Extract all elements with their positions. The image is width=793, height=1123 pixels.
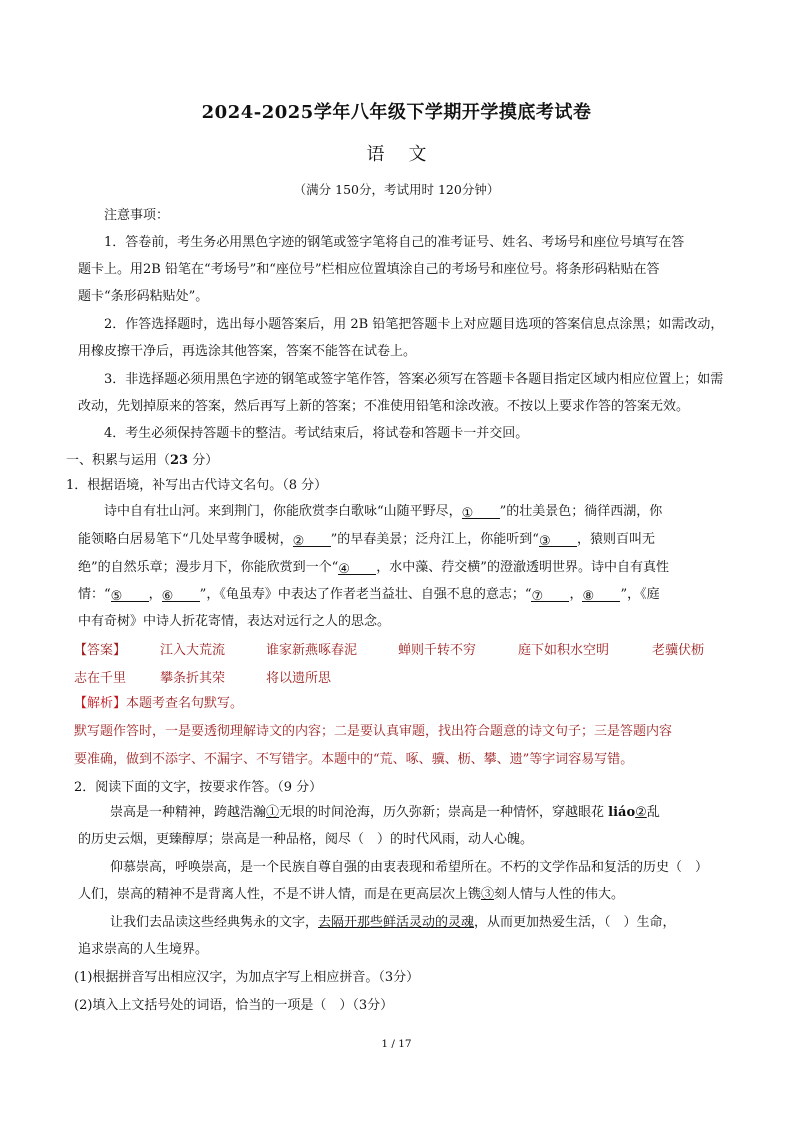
- q2-paragraph: 的历史云烟，更臻醇厚；崇高是一种品格，阅尽（ ）的时代风雨，动人心魄。: [78, 832, 534, 847]
- answer-item: 攀条折其荣: [160, 671, 226, 686]
- blank-number: ⑥: [161, 589, 174, 604]
- blank-number: ③: [481, 887, 495, 902]
- blank-number: ①: [266, 805, 280, 820]
- question-stem: 1．根据语境，补写出古代诗文名句。（8 分）: [66, 478, 328, 493]
- q1-text: ，猿则百叫无: [576, 532, 655, 547]
- blank-number: ③: [538, 534, 551, 549]
- q2-text: ，从而更加热爱生活，（ ）生命，: [474, 915, 676, 930]
- q1-text: 诗中自有壮山河。来到荆门，你能欣赏李白歌咏“山随平野尽，: [104, 504, 462, 519]
- q1-text: ”的壮美景色；徜徉西湖，你: [499, 504, 663, 519]
- subject-heading: 语文: [366, 144, 451, 165]
- q1-text: 情：“: [78, 587, 111, 602]
- blank-number: ⑤: [110, 589, 123, 604]
- q2-paragraph: 追求崇高的人生境界。: [78, 942, 209, 957]
- analysis-tag: 【解析】: [74, 696, 127, 711]
- notice-line: 题卡上。用2B 铅笔在“考场号”和“座位号”栏相应位置填涂自己的考场号和座位号。将条形码粘贴在答: [78, 262, 660, 277]
- q1-text: ，: [148, 587, 162, 602]
- exam-meta: （满分 150分，考试用时 120分钟）: [293, 182, 500, 197]
- blank-number: ②: [292, 534, 305, 549]
- answer-item: 老骥伏枥: [652, 643, 705, 658]
- q1-line: [78, 530, 738, 550]
- q1-line: [78, 558, 738, 578]
- notice-line: 用橡皮擦干净后，再选涂其他答案，答案不能答在试卷上。: [78, 344, 417, 359]
- q2-paragraph: [110, 913, 738, 933]
- q2-paragraph: [78, 885, 738, 905]
- q2-text: 刻人情与人性的伟大。: [494, 887, 625, 902]
- q2-text: 人们，崇高的精神不是背离人性，不是不讲人情，而是在更高层次上镌: [78, 887, 482, 902]
- section-heading: [66, 451, 726, 471]
- answer-blank: [338, 560, 376, 575]
- q1-text: ，: [569, 587, 583, 602]
- underlined-sentence: 去隔开那些鲜活灵动的灵魂: [318, 915, 475, 930]
- q1-text: 绝”的自然乐章；漫步月下，你能欣赏到一个“: [78, 560, 339, 575]
- blank-number: ⑧: [582, 589, 595, 604]
- page-number: 1 / 17: [381, 1038, 412, 1050]
- q2-text: 无垠的时间沧海，历久弥新；崇高是一种情怀，穿越眼花: [279, 805, 609, 820]
- q1-text: ”的早春美景；泛舟江上，你能听到“: [330, 532, 539, 547]
- answer-blank: [111, 587, 149, 602]
- q1-text: ”，《庭: [620, 587, 660, 602]
- notice-line: 4．考生必须保持答题卡的整洁。考试结束后，将试卷和答题卡一并交回。: [104, 426, 529, 441]
- answer-item: 将以遗所思: [266, 671, 332, 686]
- notice-line: 题卡“条形码粘贴处”。: [78, 289, 209, 304]
- blank-number: ②: [635, 805, 647, 820]
- answer-blank: [531, 587, 569, 602]
- q2-paragraph: 仰慕崇高，呼唤崇高，是一个民族自尊自强的由衷表现和希望所在。不朽的文学作品和复活的历史（ ）: [110, 860, 709, 875]
- page-title: 2024-2025学年八年级下学期开学摸底考试卷: [201, 102, 592, 123]
- q1-line: 中有奇树》中诗人折花寄情，表达对远行之人的思念。: [78, 614, 391, 629]
- q2-text: 让我们去品读这些经典隽永的文字，: [110, 915, 319, 930]
- answer-blank: [293, 532, 331, 547]
- answer-blank: [582, 587, 620, 602]
- question-stem: 2．阅读下面的文字，按要求作答。（9 分）: [74, 780, 323, 795]
- analysis-text: 本题考查名句默写。: [126, 696, 244, 711]
- notice-line: 改动，先划掉原来的答案，然后再写上新的答案；不准使用铅笔和涂改液。不按以上要求作答的答案无效。: [78, 399, 690, 414]
- sub-question: (1)根据拼音写出相应汉字，为加点字写上相应拼音。（3分）: [74, 970, 420, 985]
- answer-item: 庭下如积水空明: [518, 643, 610, 658]
- answer-item: 志在千里: [74, 671, 127, 686]
- q1-text: 能领略白居易笔下“几处早莺争暖树，: [78, 532, 293, 547]
- blank-number: ①: [461, 506, 474, 521]
- answer-blank: [462, 504, 500, 519]
- notice-heading: 注意事项：: [104, 208, 170, 223]
- notice-line: 1．答卷前，考生务必用黑色字迹的钢笔或签字笔将自己的准考证号、姓名、考场号和座位号填写在答: [104, 235, 685, 250]
- q2-paragraph: [110, 803, 738, 823]
- q1-line: [104, 502, 738, 522]
- q2-text: 崇高是一种精神，跨越浩瀚: [110, 805, 267, 820]
- blank-number: ④: [338, 562, 350, 577]
- answer-item: 谁家新燕啄春泥: [266, 643, 358, 658]
- analysis-line: 默写题作答时，一是要透彻理解诗文的内容；二是要认真审题，找出符合题意的诗文句子；三是答题内容: [74, 724, 673, 739]
- q1-line: [78, 585, 738, 605]
- notice-line: 3．非选择题必须用黑色字迹的钢笔或签字笔作答，答案必须写在答题卡各题目指定区域内相应位置上；如需: [104, 372, 724, 387]
- q2-text: 乱: [646, 805, 660, 820]
- answer-item: 蝉则千转不穷: [398, 643, 477, 658]
- answer-tag: 【答案】: [74, 643, 127, 658]
- notice-line: 2．作答选择题时，选出每小题答案后，用 2B 铅笔把答题卡上对应题目选项的答案信息点涂黑；如需改动，: [104, 317, 724, 332]
- blank-number: ⑦: [531, 589, 544, 604]
- answer-blank: [539, 532, 577, 547]
- q1-text: ”，《龟虽寿》中表达了作者老当益壮、自强不息的意志；“: [199, 587, 532, 602]
- answer-blank: [162, 587, 200, 602]
- analysis-line: 要准确，做到不添字、不漏字、不写错字。本题中的“荒、啄、骥、枥、攀、遗”等字词容易写错。: [74, 752, 634, 767]
- sub-question: (2)填入上文括号处的词语，恰当的一项是（ ）（3分）: [74, 998, 394, 1013]
- answer-item: 江入大荒流: [160, 643, 226, 658]
- q1-text: ，水中藻、荇交横”的澄澈透明世界。诗中自有真性: [376, 560, 669, 575]
- section-label-end: 分）: [188, 453, 219, 468]
- analysis-line: [74, 694, 734, 714]
- pinyin-text: liáo: [608, 805, 636, 820]
- section-label: 一、积累与运用（: [66, 453, 171, 468]
- section-score: 23: [170, 453, 189, 468]
